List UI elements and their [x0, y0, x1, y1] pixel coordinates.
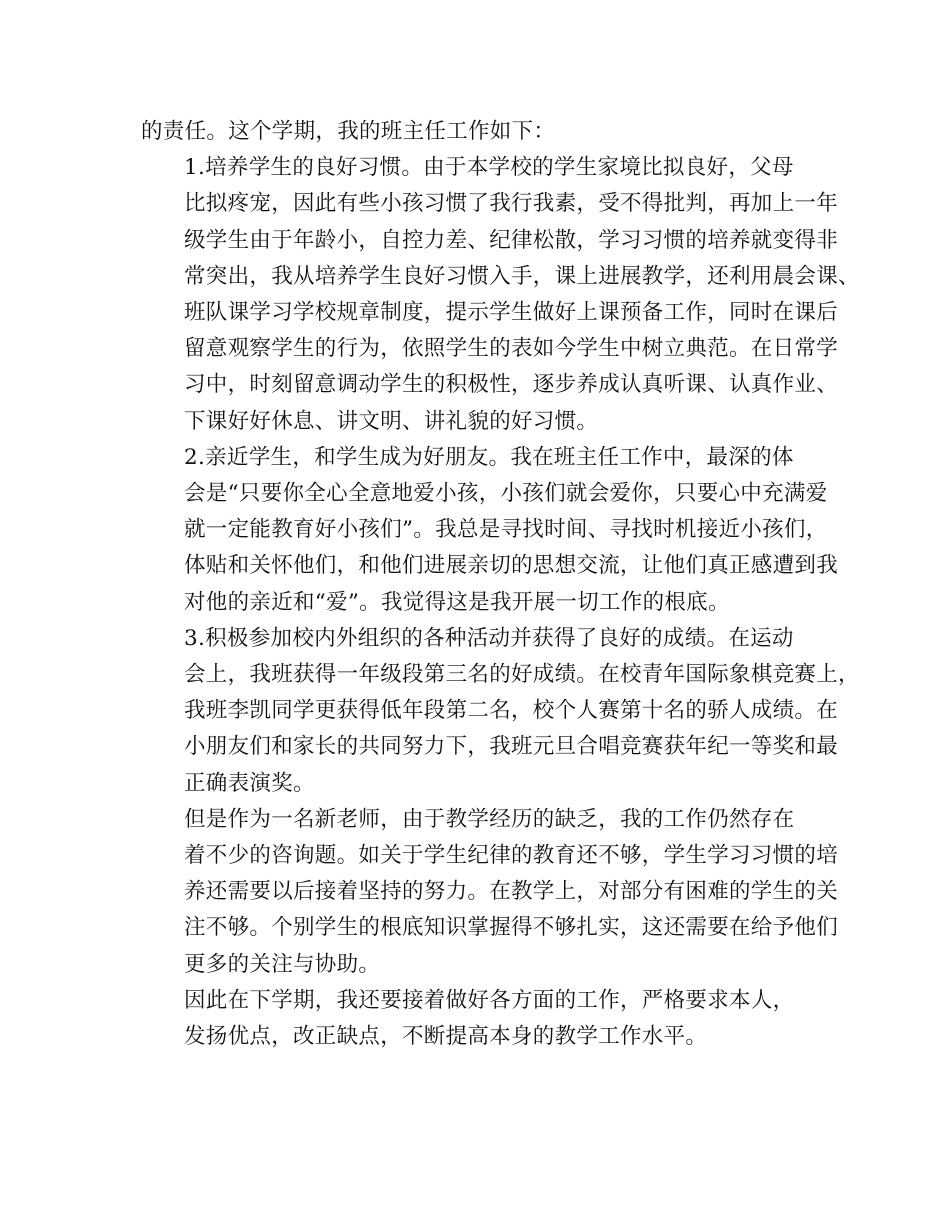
text-line: 对他的亲近和“爱”。我觉得这是我开展一切工作的根底。 [184, 589, 730, 615]
text-line: 发扬优点，改正缺点，不断提高本身的教学工作水平。 [184, 1024, 708, 1050]
paragraph [141, 983, 813, 1055]
text-line: 更多的关注与协助。 [184, 951, 381, 977]
text-line: 比拟疼宠，因此有些小孩习惯了我行我素，受不得批判，再加上一年 [184, 191, 839, 217]
text-line: 1.培养学生的良好习惯。由于本学校的学生家境比拟良好，父母 [184, 155, 794, 181]
text-line: 因此在下学期，我还要接着做好各方面的工作，严格要求本人， [184, 987, 795, 1013]
text-line: 但是作为一名新老师，由于教学经历的缺乏，我的工作仍然存在 [184, 806, 795, 832]
text-line: 级学生由于年龄小，自控力差、纪律松散，学习习惯的培养就变得非 [184, 227, 839, 253]
text-line: 班队课学习学校规章制度，提示学生做好上课预备工作，同时在课后 [184, 300, 839, 326]
text-line: 的责任。这个学期，我的班主任工作如下： [141, 119, 556, 144]
text-line: 会上，我班获得一年级段第三名的好成绩。在校青年国际象棋竞赛上， [184, 662, 860, 688]
paragraph [141, 150, 860, 440]
text-line: 正确表演奖。 [184, 770, 315, 796]
text-line: 习中，时刻留意调动学生的积极性，逐步养成认真听课、认真作业、 [184, 372, 839, 398]
text-line: 2.亲近学生，和学生成为好朋友。我在班主任工作中，最深的体 [184, 444, 794, 470]
text-line: 小朋友们和家长的共同努力下，我班元旦合唱竞赛获年纪一等奖和最 [184, 734, 839, 760]
paragraph [141, 440, 839, 621]
text-line: 常突出，我从培养学生良好习惯入手，课上进展教学，还利用晨会课、 [184, 263, 860, 289]
document-body [141, 114, 860, 1055]
text-line: 会是“只要你全心全意地爱小孩，小孩们就会爱你，只要心中充满爱 [184, 481, 828, 507]
paragraph [141, 802, 839, 983]
text-line: 养还需要以后接着坚持的努力。在教学上，对部分有困难的学生的关 [184, 879, 839, 905]
paragraph [141, 621, 860, 802]
text-line: 3.积极参加校内外组织的各种活动并获得了良好的成绩。在运动 [184, 625, 794, 651]
paragraph [141, 114, 813, 150]
text-line: 留意观察学生的行为，依照学生的表如今学生中树立典范。在日常学 [184, 336, 839, 362]
text-line: 着不少的咨询题。如关于学生纪律的教育还不够，学生学习习惯的培 [184, 843, 839, 869]
text-line: 下课好好休息、讲文明、讲礼貌的好习惯。 [184, 408, 599, 434]
text-line: 就一定能教育好小孩们”。我总是寻找时间、寻找时机接近小孩们， [184, 517, 828, 543]
text-line: 我班李凯同学更获得低年段第二名，校个人赛第十名的骄人成绩。在 [184, 698, 839, 724]
text-line: 体贴和关怀他们，和他们进展亲切的思想交流，让他们真正感遭到我 [184, 553, 839, 579]
text-line: 注不够。个别学生的根底知识掌握得不够扎实，这还需要在给予他们 [184, 915, 839, 941]
